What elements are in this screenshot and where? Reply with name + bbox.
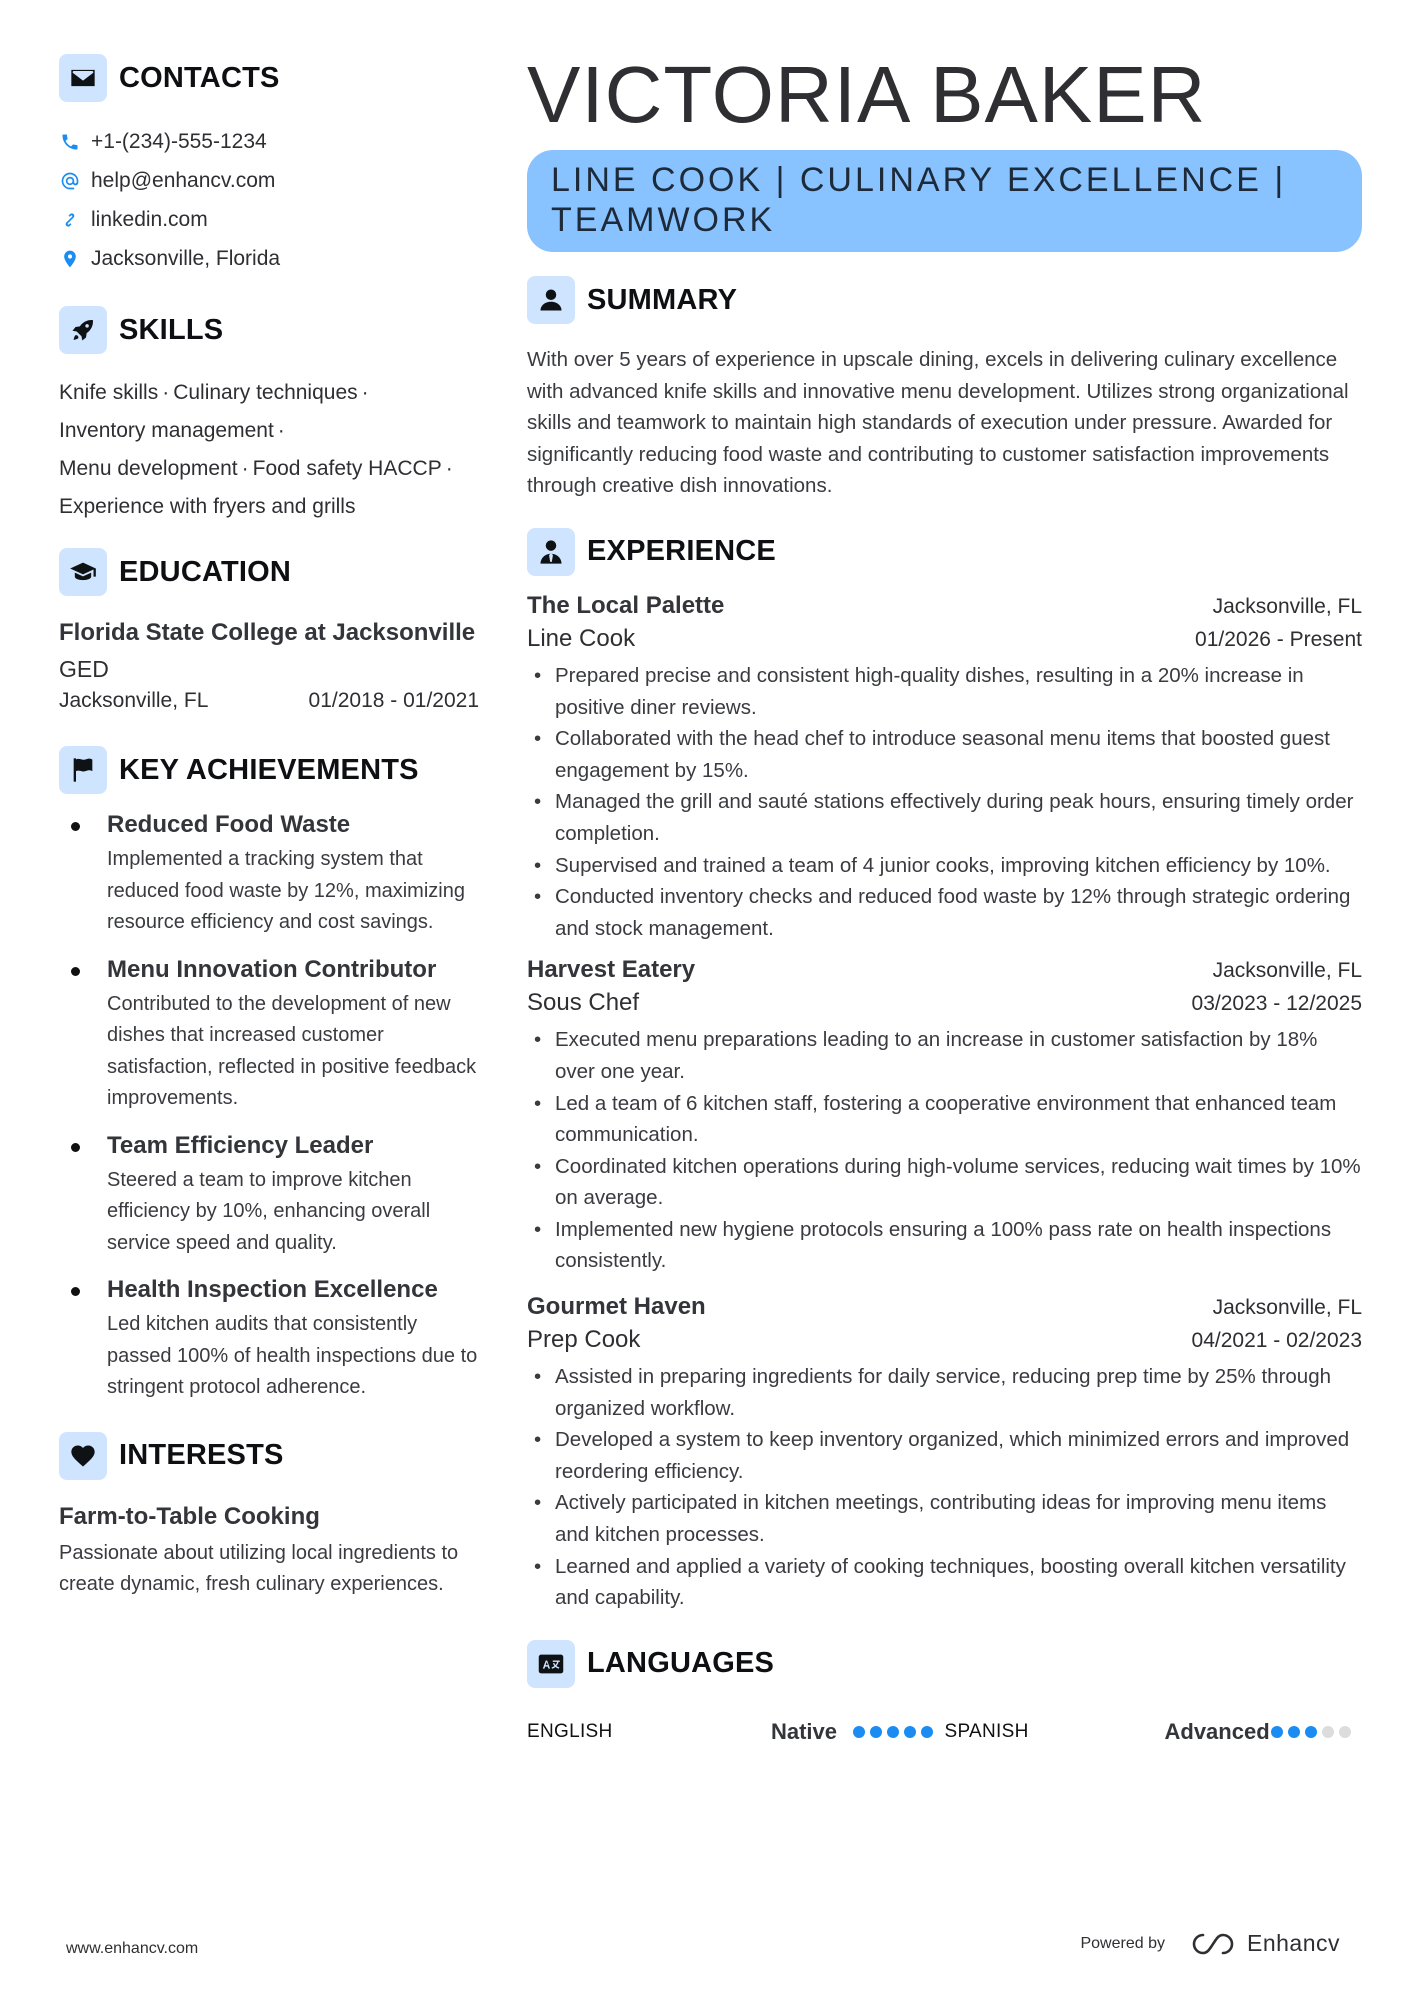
job-company: Harvest Eatery — [527, 956, 696, 984]
brand-name: Enhancv — [1246, 1930, 1340, 1956]
contacts-header — [59, 54, 479, 102]
achievement-title: Menu Innovation Contributor — [107, 955, 437, 983]
skill-separator: · — [361, 381, 369, 404]
language-rating — [853, 1726, 938, 1738]
skills-header — [59, 306, 479, 354]
job-dates: 03/2023 - 12/2025 — [1191, 992, 1362, 1016]
rating-dot-filled — [1271, 1726, 1283, 1738]
rating-dot-empty — [1322, 1726, 1334, 1738]
education-degree: GED — [59, 656, 109, 682]
achievement-title: Health Inspection Excellence — [107, 1276, 438, 1303]
achievement-desc: Contributed to the development of new dishes that increased customer satisfaction, reflected in positive feedback improvements. — [107, 992, 477, 1109]
job-dates: 01/2026 - Present — [1195, 627, 1362, 651]
envelope-icon — [59, 54, 107, 102]
achievement-desc: Implemented a tracking system that reduced food waste by 12%, maximizing resource efficiency and cost savings. — [107, 848, 465, 933]
achievement-item — [59, 1275, 479, 1404]
at-icon — [59, 170, 81, 192]
rating-dot-filled — [1305, 1726, 1317, 1738]
job-entry — [527, 954, 1362, 1277]
job-role: Line Cook — [527, 624, 636, 652]
contact-phone[interactable] — [59, 122, 479, 161]
job-role: Prep Cook — [527, 1326, 641, 1354]
bullet-dot — [71, 967, 80, 976]
language-level: Advanced — [1164, 1718, 1270, 1744]
map-pin-icon — [59, 248, 81, 270]
bullet-dot — [71, 822, 80, 831]
enhancv-logo-icon — [1191, 1931, 1237, 1957]
skills-line-3 — [59, 450, 479, 488]
interests-header — [59, 1432, 479, 1480]
achievement-desc: Led kitchen audits that consistently passed 100% of health inspections due to stringent protocol adherence. — [107, 1313, 478, 1398]
job-bullet: • Executed menu preparations leading to an increase in customer satisfaction by 18% over one year. — [527, 1024, 1362, 1087]
job-bullet: • Prepared precise and consistent high-quality dishes, resulting in a 20% increase in positive diner reviews. — [527, 660, 1362, 723]
job-bullet: • Implemented new hygiene protocols ensuring a 100% pass rate on health inspections consistently. — [527, 1214, 1362, 1277]
skills-line-4 — [59, 488, 479, 526]
email-text: help@enhancv.com — [91, 168, 276, 192]
job-company: Gourmet Haven — [527, 1293, 706, 1321]
user-tie-icon — [527, 528, 575, 576]
language-rating — [1271, 1726, 1356, 1738]
education-header — [59, 548, 479, 596]
skill-item: Experience with fryers and grills — [59, 495, 356, 518]
summary-text: With over 5 years of experience in upscale dining, excels in delivering culinary excellence with advanced knife skills and innovative menu development. Utilizes strong organizational skills and teamwork to maintain high standards of execution under pressure. Awarded for significantly reducing food waste and contributing to customer satisfaction improvements through creative dish innovations. — [527, 348, 1349, 498]
job-bullet: • Learned and applied a variety of cooking techniques, boosting overall kitchen versatility and capability. — [527, 1551, 1362, 1614]
translate-icon — [527, 1640, 575, 1688]
phone-text: +1-(234)-555-1234 — [91, 129, 267, 153]
contact-location — [59, 239, 479, 278]
achievement-item — [59, 955, 479, 1115]
job-entry — [527, 590, 1362, 944]
job-bullet: • Supervised and trained a team of 4 junior cooks, improving kitchen efficiency by 10%. — [527, 850, 1362, 882]
skill-separator: · — [277, 419, 285, 442]
job-subheader — [527, 1324, 1362, 1357]
user-icon — [527, 276, 575, 324]
skill-item: Food safety HACCP — [252, 457, 442, 480]
language-level: Native — [770, 1718, 837, 1744]
job-bullet: • Actively participated in kitchen meetings, contributing ideas for improving menu items and kitchen processes. — [527, 1487, 1362, 1550]
language-item — [527, 1719, 945, 1745]
job-header — [527, 590, 1362, 623]
tagline-banner: LINE COOK | CULINARY EXCELLENCE | TEAMWORK — [527, 150, 1362, 252]
rocket-icon — [59, 306, 107, 354]
skill-separator: · — [162, 381, 170, 404]
language-name: ENGLISH — [527, 1720, 613, 1742]
job-subheader — [527, 623, 1362, 656]
achievement-desc: Steered a team to improve kitchen efficiency by 10%, enhancing overall service speed and quality. — [107, 1168, 431, 1254]
location-text: Jacksonville, Florida — [91, 246, 281, 270]
education-dates: 01/2018 - 01/2021 — [308, 689, 479, 712]
education-school: Florida State College at Jacksonville — [59, 619, 476, 646]
achievement-item — [59, 810, 479, 939]
job-subheader — [527, 987, 1362, 1020]
skills-line-1 — [59, 374, 479, 412]
achievements-header — [59, 746, 479, 794]
job-location: Jacksonville, FL — [1212, 959, 1362, 983]
brand-logo[interactable] — [1191, 1930, 1340, 1957]
rating-dot-filled — [921, 1726, 933, 1738]
summary-header — [527, 276, 1362, 324]
summary-title: SUMMARY — [587, 283, 738, 316]
interests-title: INTERESTS — [119, 1439, 284, 1471]
achievement-title: Reduced Food Waste — [107, 811, 351, 838]
languages-title: LANGUAGES — [587, 1647, 775, 1680]
job-bullets — [527, 660, 1362, 944]
rating-dot-filled — [1288, 1726, 1300, 1738]
rating-dot-empty — [1339, 1726, 1351, 1738]
footer-website[interactable]: www.enhancv.com — [66, 1940, 199, 1957]
achievement-item — [59, 1131, 479, 1260]
job-role: Sous Chef — [527, 989, 640, 1017]
skills-list — [59, 374, 479, 526]
achievement-title: Team Efficiency Leader — [107, 1131, 374, 1159]
rating-dot-filled — [853, 1726, 865, 1738]
candidate-name: VICTORIA BAKER — [527, 50, 1207, 139]
skill-item: Knife skills — [59, 381, 159, 404]
skill-item: Culinary techniques — [173, 381, 358, 404]
job-bullet: • Conducted inventory checks and reduced food waste by 12% through strategic ordering and stock management. — [527, 881, 1362, 944]
heart-icon — [59, 1432, 107, 1480]
language-item — [945, 1719, 1363, 1745]
job-bullet: • Led a team of 6 kitchen staff, fostering a cooperative environment that enhanced team communication. — [527, 1088, 1362, 1151]
left-column — [59, 54, 479, 1601]
contact-list — [59, 122, 479, 278]
job-bullets — [527, 1024, 1362, 1277]
education-location: Jacksonville, FL — [59, 689, 209, 712]
contact-email[interactable] — [59, 161, 479, 200]
languages-row — [527, 1714, 1362, 1750]
linkedin-text: linkedin.com — [91, 207, 208, 231]
skill-item: Inventory management — [59, 419, 274, 442]
rating-dot-filled — [904, 1726, 916, 1738]
rating-dot-filled — [887, 1726, 899, 1738]
job-bullets — [527, 1361, 1362, 1614]
phone-icon — [59, 131, 81, 153]
skill-item: Menu development — [59, 457, 238, 480]
bullet-dot — [71, 1143, 80, 1152]
job-dates: 04/2021 - 02/2023 — [1191, 1329, 1362, 1353]
job-bullet: • Assisted in preparing ingredients for daily service, reducing prep time by 25% through organized workflow. — [527, 1361, 1362, 1424]
contacts-title: CONTACTS — [119, 61, 280, 94]
rating-dot-filled — [870, 1726, 882, 1738]
skills-line-2 — [59, 412, 479, 450]
language-name: SPANISH — [944, 1720, 1029, 1742]
graduation-cap-icon — [59, 548, 107, 596]
flag-icon — [59, 746, 107, 794]
bullet-dot — [71, 1287, 80, 1296]
contact-linkedin[interactable] — [59, 200, 479, 239]
skills-title: SKILLS — [119, 313, 224, 346]
education-meta — [59, 684, 479, 718]
education-title: EDUCATION — [119, 555, 292, 588]
footer-branding — [1080, 1930, 1340, 1957]
languages-header — [527, 1640, 1362, 1688]
job-header — [527, 954, 1362, 987]
job-bullet: • Collaborated with the head chef to introduce seasonal menu items that boosted guest engagement by 15%. — [527, 723, 1362, 786]
interest-title: Farm-to-Table Cooking — [59, 1502, 320, 1530]
right-column — [527, 50, 1362, 1750]
job-bullet: • Managed the grill and sauté stations effectively during peak hours, ensuring timely order completion. — [527, 786, 1362, 849]
job-entry — [527, 1291, 1362, 1614]
job-header — [527, 1291, 1362, 1324]
job-location: Jacksonville, FL — [1212, 1296, 1362, 1320]
experience-title: EXPERIENCE — [587, 535, 776, 568]
powered-by-text: Powered by — [1080, 1934, 1165, 1952]
skill-separator: · — [241, 457, 249, 480]
job-bullet: • Coordinated kitchen operations during high-volume services, reducing wait times by 10% on average. — [527, 1151, 1362, 1214]
achievements-list — [59, 810, 479, 1404]
link-icon — [59, 209, 81, 231]
interest-desc: Passionate about utilizing local ingredients to create dynamic, fresh culinary experiences. — [59, 1541, 459, 1595]
job-company: The Local Palette — [527, 591, 725, 619]
achievements-title: KEY ACHIEVEMENTS — [119, 753, 419, 786]
skill-separator: · — [445, 457, 453, 480]
job-location: Jacksonville, FL — [1212, 594, 1362, 618]
job-bullet: • Developed a system to keep inventory organized, which minimized errors and improved reordering efficiency. — [527, 1424, 1362, 1487]
experience-header — [527, 528, 1362, 576]
